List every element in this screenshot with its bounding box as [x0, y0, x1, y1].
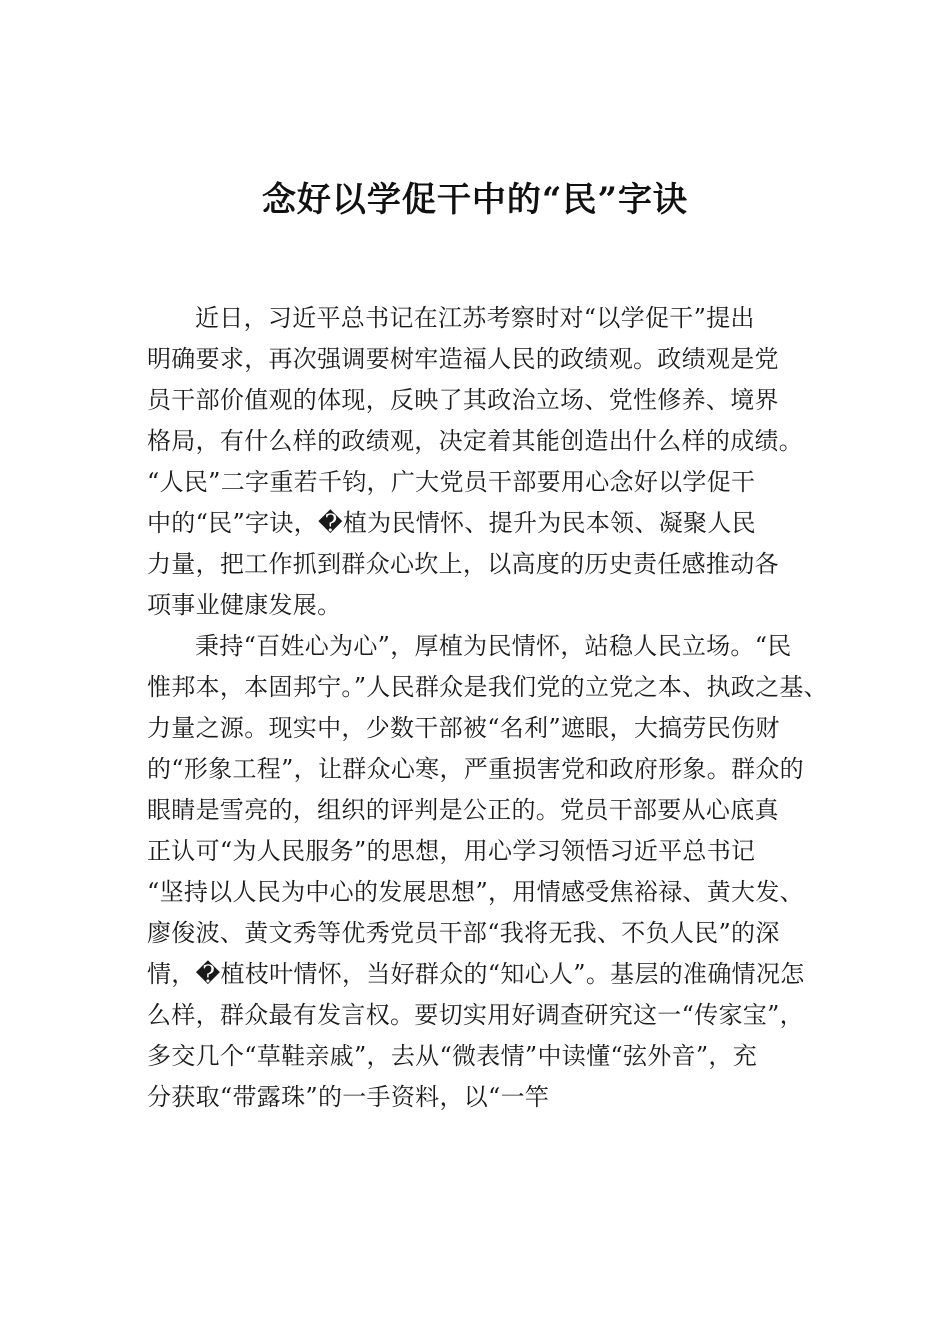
paragraph-line: 廖俊波、黄文秀等优秀党员干部“我将无我、不负人民”的深 — [147, 919, 780, 947]
paragraph-line: 正认可“为人民服务”的思想，用心学习领悟习近平总书记 — [147, 837, 756, 865]
paragraph-line: 惟邦本，本固邦宁。”人民群众是我们党的立党之本、执政之基、 — [147, 673, 828, 701]
paragraph-line: 项事业健康发展。 — [147, 591, 342, 619]
paragraph-line: 分获取“带露珠”的一手资料，以“一竿 — [147, 1083, 550, 1111]
paragraph-line: 秉持“百姓心为心”，厚植为民情怀，站稳人民立场。“民 — [195, 632, 792, 660]
paragraph-line: 员干部价值观的体现，反映了其政治立场、党性修养、境界 — [147, 386, 779, 414]
document-body — [147, 298, 828, 1118]
paragraph-line: 近日，习近平总书记在江苏考察时对“以学促干”提出 — [195, 304, 755, 332]
paragraph-line: 多交几个“草鞋亲戚”，去从“微表情”中读懂“弦外音”，充 — [147, 1042, 758, 1070]
paragraph-line: 眼睛是雪亮的，组织的评判是公正的。党员干部要从心底真 — [147, 796, 779, 824]
paragraph-line: 情，�植枝叶情怀，当好群众的“知心人”。基层的准确情况怎 — [147, 960, 805, 988]
paragraph-line: 格局，有什么样的政绩观，决定着其能创造出什么样的成绩。 — [147, 427, 804, 455]
paragraph-line: “人民”二字重若千钧，广大党员干部要用心念好以学促干 — [147, 468, 756, 496]
paragraph-line: 么样，群众最有发言权。要切实用好调查研究这一“传家宝”， — [147, 1001, 804, 1029]
paragraph-line: 的“形象工程”，让群众心寒，严重损害党和政府形象。群众的 — [147, 755, 804, 783]
paragraph-line: 力量，把工作抓到群众心坎上，以高度的历史责任感推动各 — [147, 550, 779, 578]
paragraph-line: 力量之源。现实中，少数干部被“名利”遮眼，大搞劳民伤财 — [147, 714, 780, 742]
paragraph-line: 明确要求，再次强调要树牢造福人民的政绩观。政绩观是党 — [147, 345, 779, 373]
paragraph-line: “坚持以人民为中心的发展思想”，用情感受焦裕禄、黄大发、 — [147, 878, 804, 906]
document-title: 念好以学促干中的“民”字诀 — [261, 180, 689, 220]
paragraph-line: 中的“民”字诀，�植为民情怀、提升为民本领、凝聚人民 — [147, 509, 756, 537]
